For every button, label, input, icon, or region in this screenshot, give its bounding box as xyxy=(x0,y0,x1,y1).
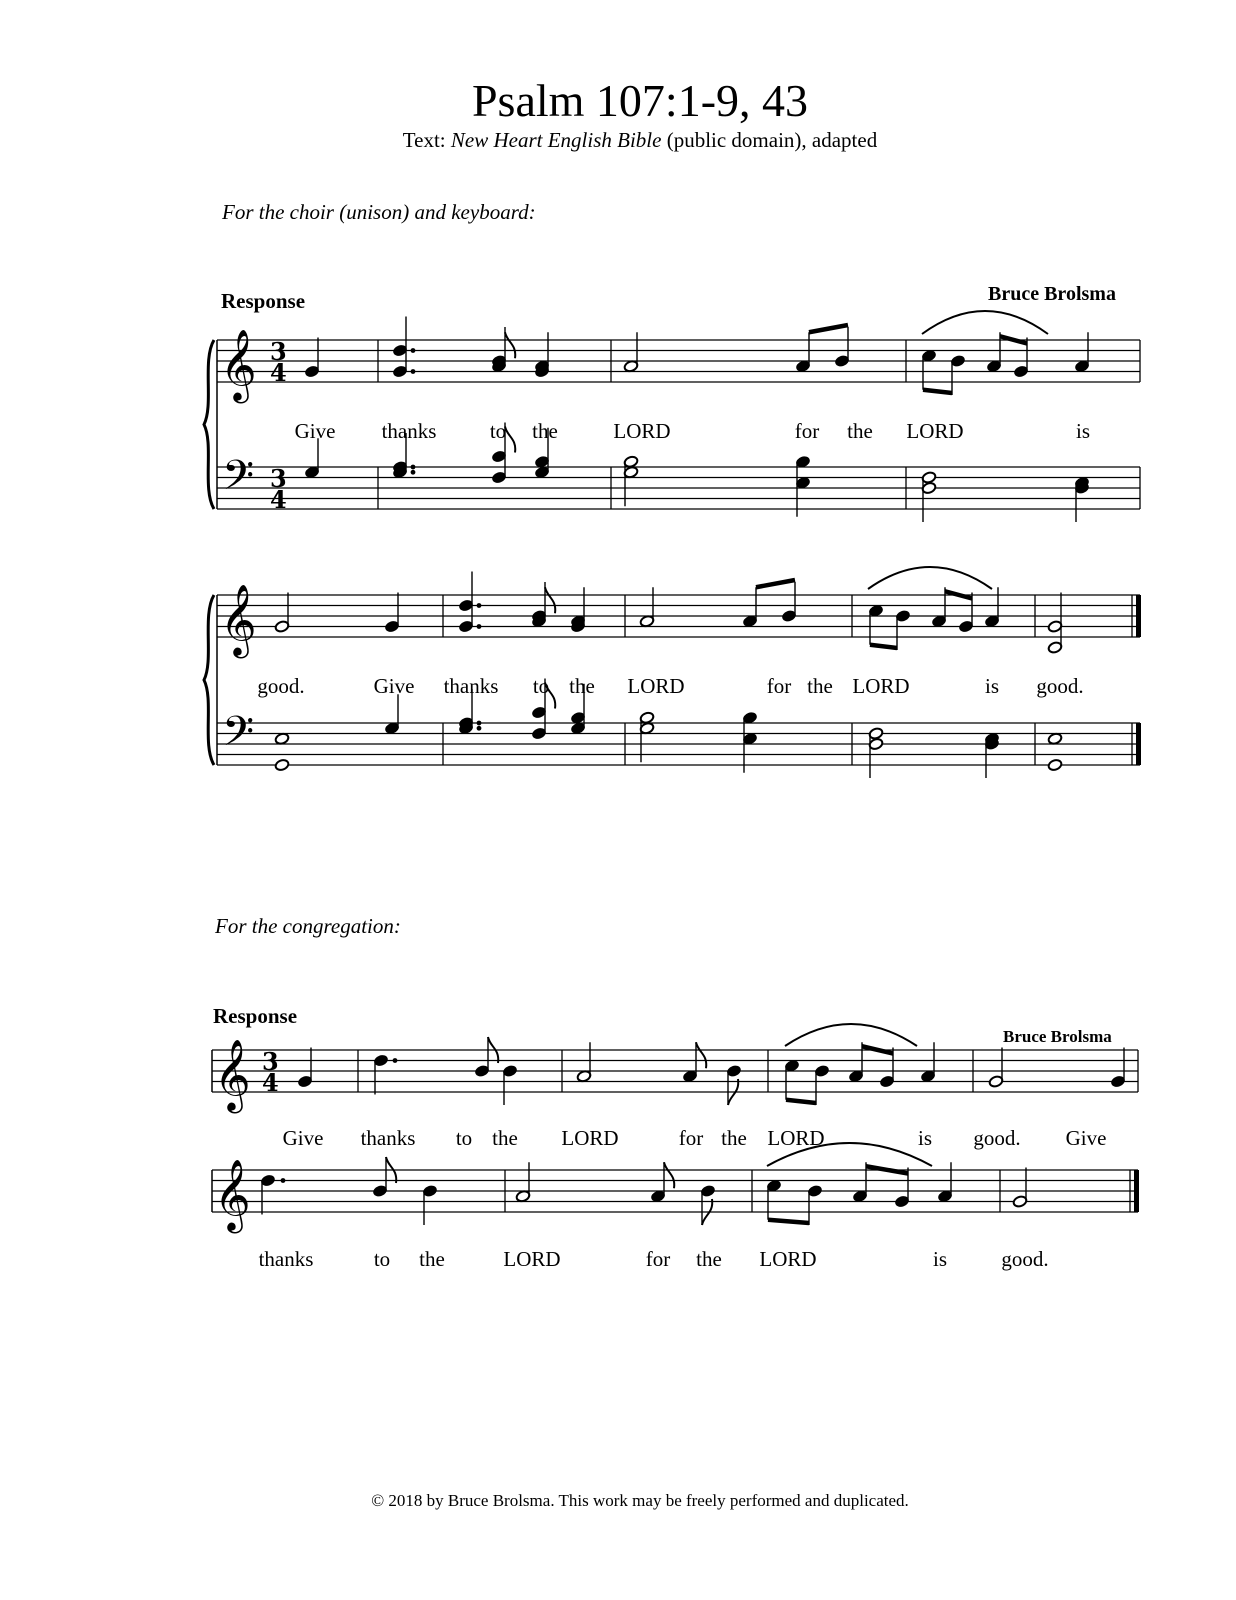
choir-lyric-line2: is xyxy=(984,674,1000,698)
congregation-lyric-line2: to xyxy=(373,1247,391,1271)
dot xyxy=(411,470,416,475)
time-sig-bottom: 4 xyxy=(262,1068,279,1097)
notehead-hollow xyxy=(1047,758,1062,771)
congregation-lyric-line2: the xyxy=(419,1247,445,1271)
congregation-lyric-line2: is xyxy=(932,1247,948,1271)
dot xyxy=(411,465,416,470)
congregation-lyric-line1: Give xyxy=(1065,1126,1107,1150)
dot xyxy=(477,624,482,629)
choir-composer: Bruce Brolsma xyxy=(988,283,1116,305)
beam xyxy=(786,1100,816,1103)
congregation-lyric-line2: the xyxy=(696,1247,722,1271)
time-sig-top: 3 xyxy=(262,1047,279,1076)
choir-lyric-line2: Give xyxy=(373,674,415,698)
choir-lyric-line2: for xyxy=(766,674,792,698)
time-sig-bottom: 4 xyxy=(270,358,287,387)
choir-lyric-line1: is xyxy=(1075,419,1091,443)
barline-final-thick xyxy=(1134,1170,1139,1212)
choir-lyric-line2: thanks xyxy=(443,674,499,698)
dot xyxy=(411,369,416,374)
choir-lyric-line1: the xyxy=(847,419,873,443)
notes xyxy=(260,311,1125,1225)
congregation-lyric-line1: for xyxy=(678,1126,704,1150)
notehead-hollow xyxy=(1047,732,1062,745)
choir-lyric-line1: the xyxy=(532,419,558,443)
congregation-response-heading: Response xyxy=(213,1004,298,1028)
subtitle-suffix: (public domain), adapted xyxy=(661,128,878,152)
congregation-lyric-line2: LORD xyxy=(759,1247,817,1271)
congregation-lyric-line2: good. xyxy=(1001,1247,1049,1271)
beam xyxy=(923,390,952,393)
congregation-lyric-line1: LORD xyxy=(561,1126,619,1150)
beam xyxy=(870,645,897,648)
congregation-lyric-line1: thanks xyxy=(360,1126,416,1150)
flag xyxy=(545,587,555,613)
treble-clef: 𝄞 xyxy=(220,582,257,656)
congregation-lyric-line1: Give xyxy=(282,1126,324,1150)
barline-final-thick xyxy=(1136,595,1141,637)
slur xyxy=(868,567,992,589)
dot xyxy=(281,1178,286,1183)
dot xyxy=(411,348,416,353)
flag xyxy=(505,332,515,358)
congregation-lyric-line1: LORD xyxy=(767,1126,825,1150)
bass-clef: 𝄢 xyxy=(222,707,255,766)
slur xyxy=(922,311,1048,334)
bass-clef: 𝄢 xyxy=(222,451,255,510)
time-sig-top: 3 xyxy=(270,464,287,493)
choir-lyric-line1: Give xyxy=(294,419,336,443)
choir-lyric-line2: the xyxy=(807,674,833,698)
choir-lyric-line1: LORD xyxy=(613,419,671,443)
congregation-lyric-line1: the xyxy=(721,1126,747,1150)
choir-lyric-line2: LORD xyxy=(852,674,910,698)
congregation-lyric-line2: for xyxy=(645,1247,671,1271)
time-sig-bottom: 4 xyxy=(270,485,287,514)
notehead-hollow xyxy=(274,758,289,771)
beam xyxy=(756,580,795,587)
flag xyxy=(505,427,515,453)
flag xyxy=(664,1162,674,1188)
congregation-lyric-line1: good. xyxy=(973,1126,1021,1150)
barline-final-thick xyxy=(1136,723,1141,765)
choir-response-heading: Response xyxy=(221,289,306,313)
staves xyxy=(204,328,1141,1234)
lyrics xyxy=(257,419,1106,1271)
copyright-notice: © 2018 by Bruce Brolsma. This work may be freely performed and duplicated. xyxy=(371,1491,909,1510)
congregation-lyric-line1: to xyxy=(455,1126,473,1150)
choir-lyric-line1: for xyxy=(794,419,820,443)
beam xyxy=(809,325,848,332)
brace xyxy=(204,340,214,509)
dot xyxy=(477,603,482,608)
time-sig-top: 3 xyxy=(270,337,287,366)
choir-lyric-line2: LORD xyxy=(627,674,685,698)
congregation-lyric-line1: is xyxy=(917,1126,933,1150)
choir-lyric-line2: to xyxy=(532,674,550,698)
choir-lyric-line2: the xyxy=(569,674,595,698)
choir-lyric-line1: to xyxy=(489,419,507,443)
flag xyxy=(696,1042,706,1068)
subtitle-prefix: Text: xyxy=(402,128,451,152)
treble-clef: 𝄞 xyxy=(214,1157,251,1231)
treble-clef: 𝄞 xyxy=(214,1037,251,1111)
subtitle-source: New Heart English Bible xyxy=(450,128,662,152)
beam xyxy=(768,1220,809,1223)
choir-lyric-line2: good. xyxy=(257,674,305,698)
congregation-lyric-line2: LORD xyxy=(503,1247,561,1271)
dot xyxy=(477,726,482,731)
choir-lyric-line1: thanks xyxy=(381,419,437,443)
notehead-hollow xyxy=(274,732,289,745)
choir-lyric-line2: good. xyxy=(1036,674,1084,698)
treble-clef: 𝄞 xyxy=(220,327,257,401)
slur xyxy=(785,1024,917,1046)
congregation-section-label: For the congregation: xyxy=(215,914,401,938)
congregation-composer: Bruce Brolsma xyxy=(1003,1027,1112,1046)
page-title: Psalm 107:1-9, 43 xyxy=(471,75,809,126)
choir-section-label: For the choir (unison) and keyboard: xyxy=(222,200,536,224)
choir-lyric-line1: LORD xyxy=(906,419,964,443)
brace xyxy=(204,595,214,765)
congregation-lyric-line1: the xyxy=(492,1126,518,1150)
congregation-lyric-line2: thanks xyxy=(258,1247,314,1271)
dot xyxy=(477,721,482,726)
dot xyxy=(393,1058,398,1063)
